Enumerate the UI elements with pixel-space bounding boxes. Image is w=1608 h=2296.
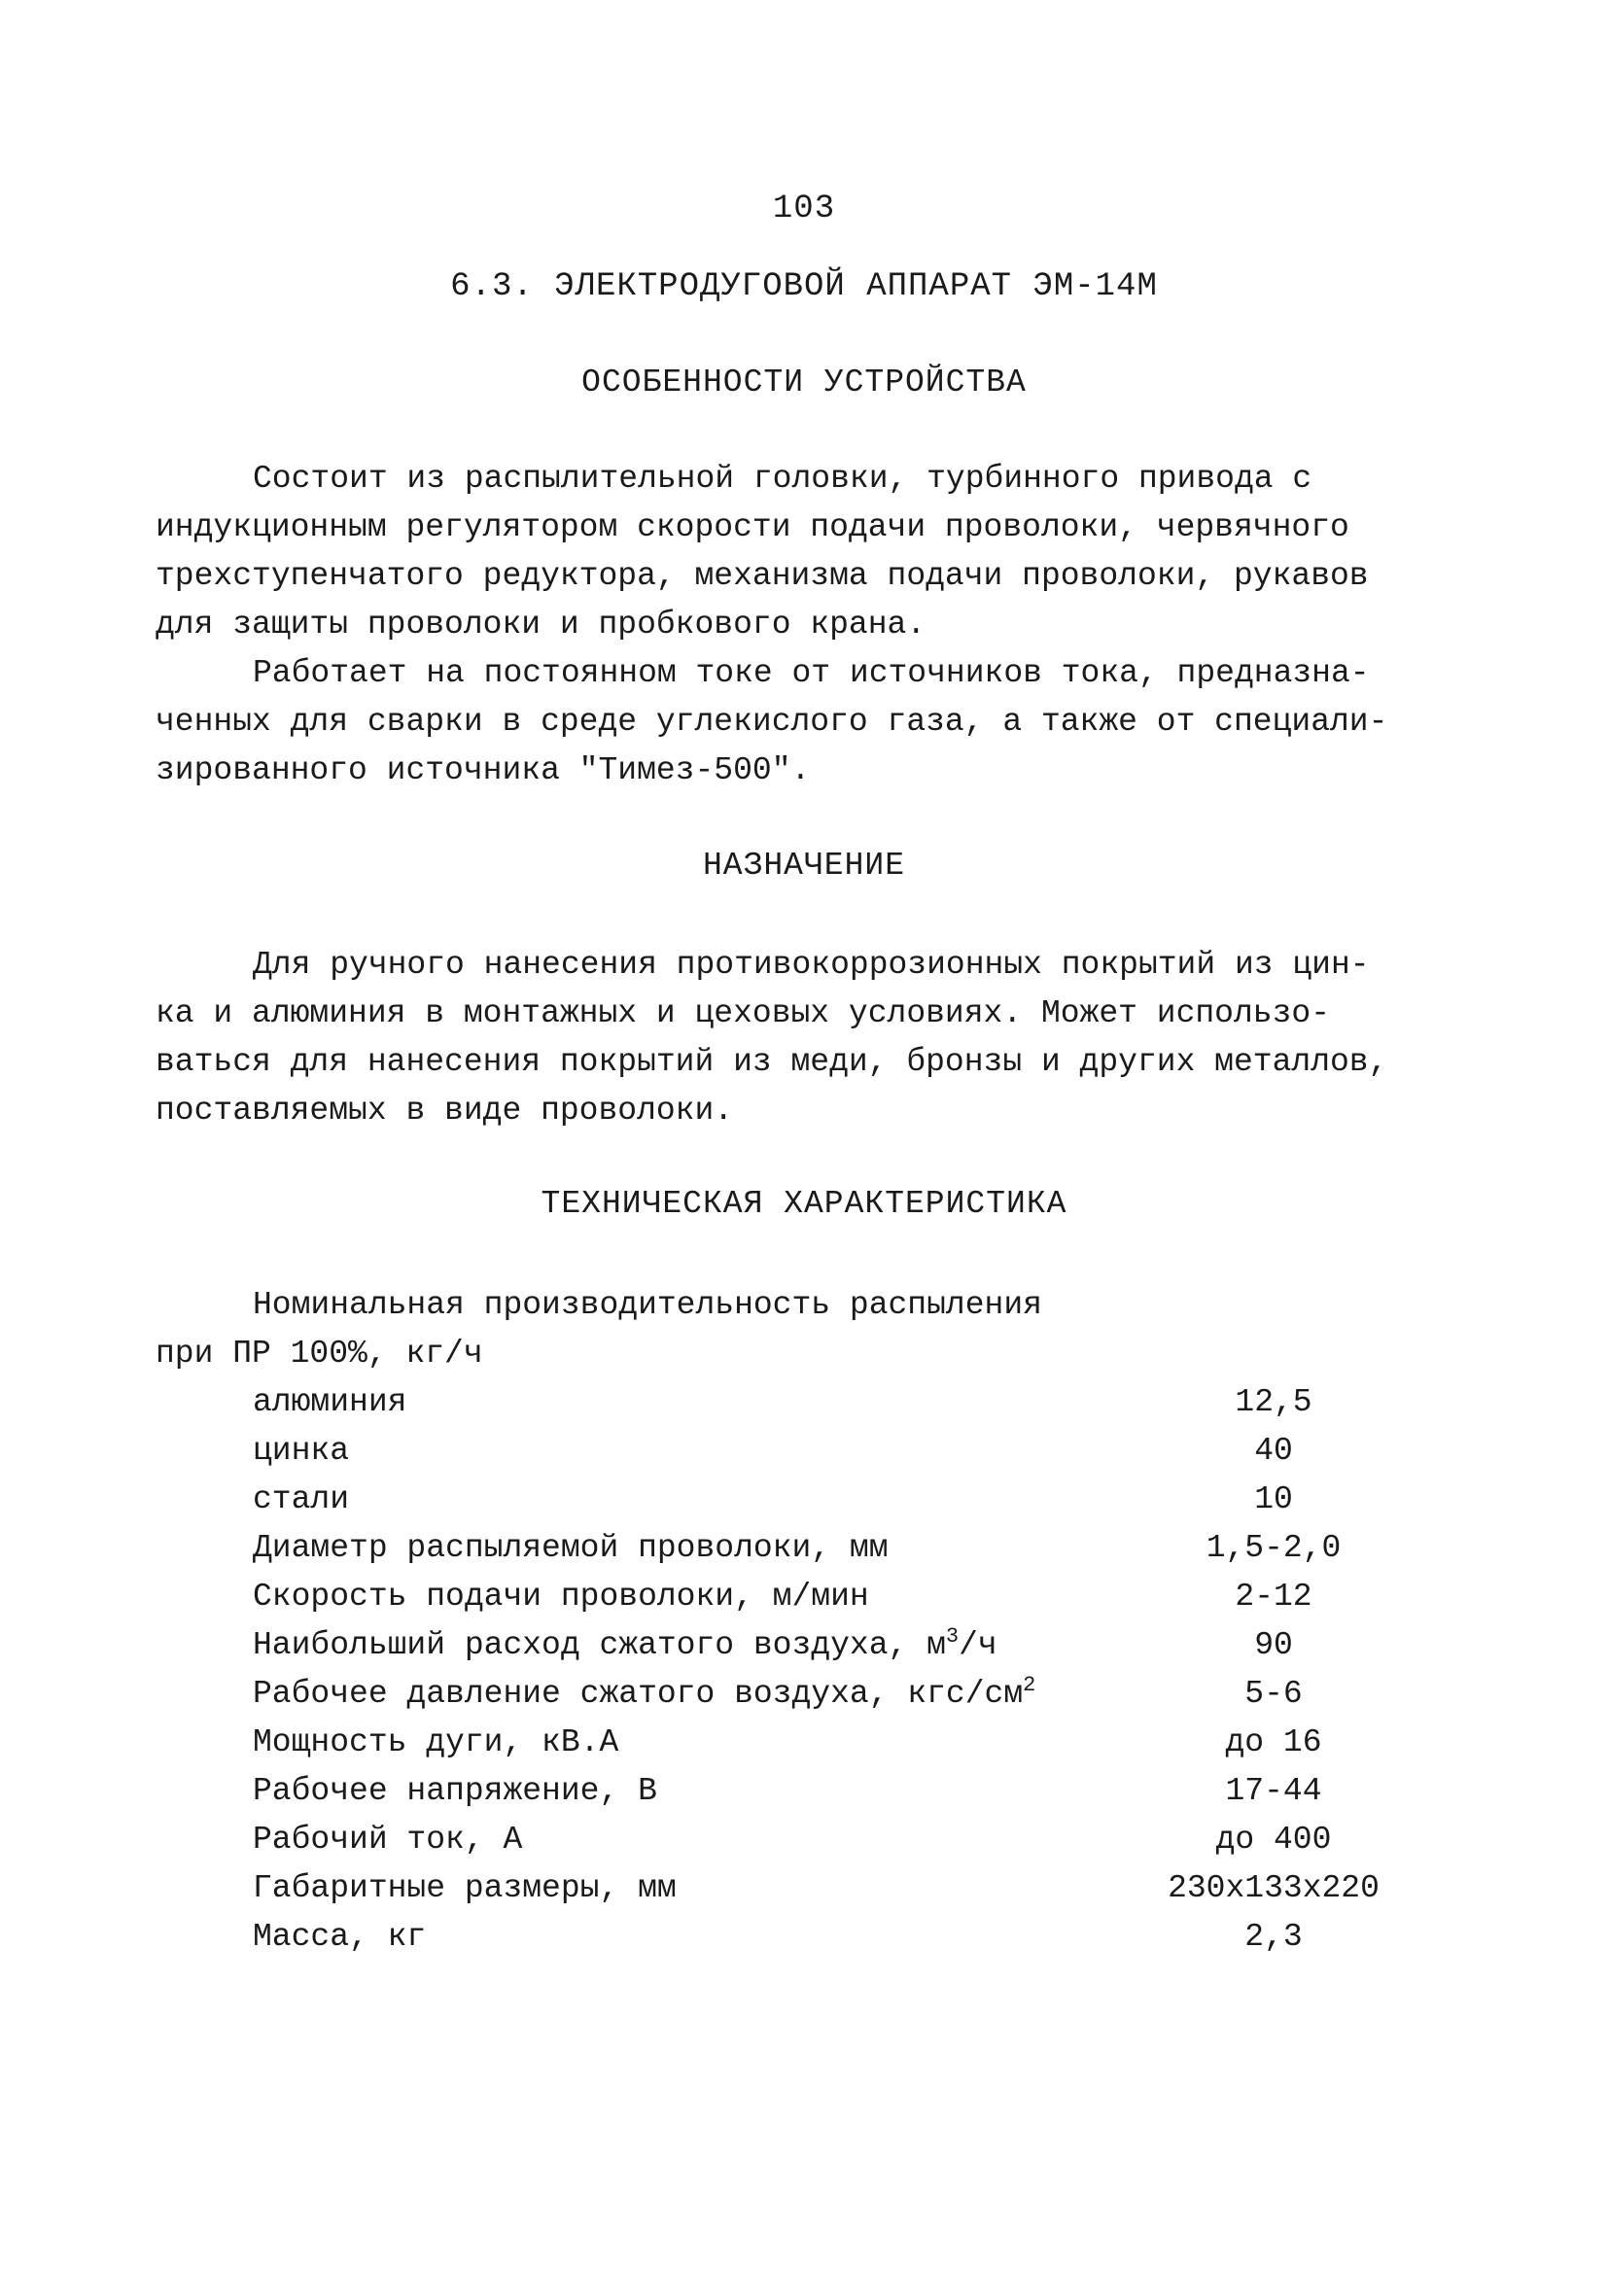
- spec-value: 1,5-2,0: [1206, 1530, 1342, 1566]
- spec-label: цинка: [253, 1433, 350, 1469]
- spec-label: Рабочее напряжение, В: [253, 1773, 657, 1809]
- spec-label: [253, 1670, 1035, 1719]
- paragraph-line: Работает на постоянном токе от источников тока, предназна-: [253, 655, 1370, 691]
- spec-value: 2-12: [1235, 1579, 1312, 1615]
- page-number: 103: [772, 191, 836, 227]
- features-heading: ОСОБЕННОСТИ УСТРОЙСТВА: [581, 365, 1027, 400]
- spec-label: Масса, кг: [253, 1919, 427, 1955]
- superscript: 2: [1023, 1673, 1036, 1697]
- paragraph-line: Состоит из распылительной головки, турбинного привода с: [253, 461, 1312, 497]
- spec-label-tail: /ч: [959, 1627, 997, 1663]
- paragraph-line: трехступенчатого редуктора, механизма подачи проволоки, рукавов: [156, 558, 1369, 594]
- paragraph-line: Для ручного нанесения противокоррозионных покрытий из цин-: [253, 947, 1370, 983]
- purpose-heading: НАЗНАЧЕНИЕ: [702, 848, 906, 884]
- spec-value: 12,5: [1235, 1384, 1312, 1420]
- paragraph-line: зированного источника "Тимез-500".: [156, 752, 811, 788]
- spec-row: [253, 1913, 1419, 1962]
- paragraph-line: индукционным регулятором скорости подачи проволоки, червячного: [156, 509, 1349, 545]
- spec-value: 230х133х220: [1168, 1870, 1380, 1906]
- specs-intro-line: Номинальная производительность распыления: [253, 1287, 1042, 1323]
- spec-value: 5-6: [1244, 1676, 1303, 1712]
- spec-label: Мощность дуги, кВ.А: [253, 1724, 619, 1760]
- features-text: [156, 455, 1458, 795]
- spec-label: алюминия: [253, 1384, 407, 1420]
- spec-row: [253, 1621, 1419, 1670]
- spec-label: Габаритные размеры, мм: [253, 1870, 677, 1906]
- spec-value: до 16: [1225, 1724, 1322, 1760]
- specs-intro-line: при ПР 100%, кг/ч: [156, 1336, 483, 1372]
- spec-row: [253, 1719, 1419, 1767]
- spec-label-text: Рабочее давление сжатого воздуха, кгс/см: [253, 1676, 1024, 1712]
- spec-row: [253, 1816, 1419, 1864]
- spec-label: [253, 1621, 997, 1670]
- spec-row: [253, 1378, 1419, 1427]
- paragraph-line: ченных для сварки в среде углекислого газа, а также от специали-: [156, 704, 1388, 740]
- spec-row: [253, 1476, 1419, 1524]
- spec-row: [253, 1524, 1419, 1573]
- spec-row: [253, 1767, 1419, 1816]
- specs-intro: [156, 1281, 1042, 1378]
- spec-value: до 400: [1215, 1822, 1332, 1858]
- spec-value: 10: [1254, 1481, 1293, 1517]
- paragraph-line: для защиты проволоки и пробкового крана.: [156, 607, 926, 643]
- spec-label: Скорость подачи проволоки, м/мин: [253, 1579, 869, 1615]
- spec-value: 90: [1254, 1627, 1293, 1663]
- spec-value: 40: [1254, 1433, 1293, 1469]
- specs-heading: ТЕХНИЧЕСКАЯ ХАРАКТЕРИСТИКА: [541, 1186, 1067, 1222]
- spec-row: [253, 1864, 1419, 1913]
- paragraph-line: ваться для нанесения покрытий из меди, бронзы и других металлов,: [156, 1044, 1388, 1080]
- spec-value: 2,3: [1244, 1919, 1303, 1955]
- paragraph-line: поставляемых в виде проволоки.: [156, 1093, 734, 1129]
- paragraph-line: ка и алюминия в монтажных и цеховых условиях. Может использо-: [156, 995, 1330, 1031]
- spec-label-text: Наибольший расход сжатого воздуха, м: [253, 1627, 946, 1663]
- spec-label: стали: [253, 1481, 350, 1517]
- spec-row: [253, 1670, 1419, 1719]
- superscript: 3: [945, 1624, 960, 1649]
- purpose-text: [156, 941, 1458, 1135]
- spec-label: Диаметр распыляемой проволоки, мм: [253, 1530, 889, 1566]
- spec-value: 17-44: [1225, 1773, 1322, 1809]
- section-title: 6.3. ЭЛЕКТРОДУГОВОЙ АППАРАТ ЭМ-14М: [450, 268, 1158, 305]
- spec-row: [253, 1427, 1419, 1476]
- spec-label: Рабочий ток, А: [253, 1822, 523, 1858]
- spec-row: [253, 1573, 1419, 1621]
